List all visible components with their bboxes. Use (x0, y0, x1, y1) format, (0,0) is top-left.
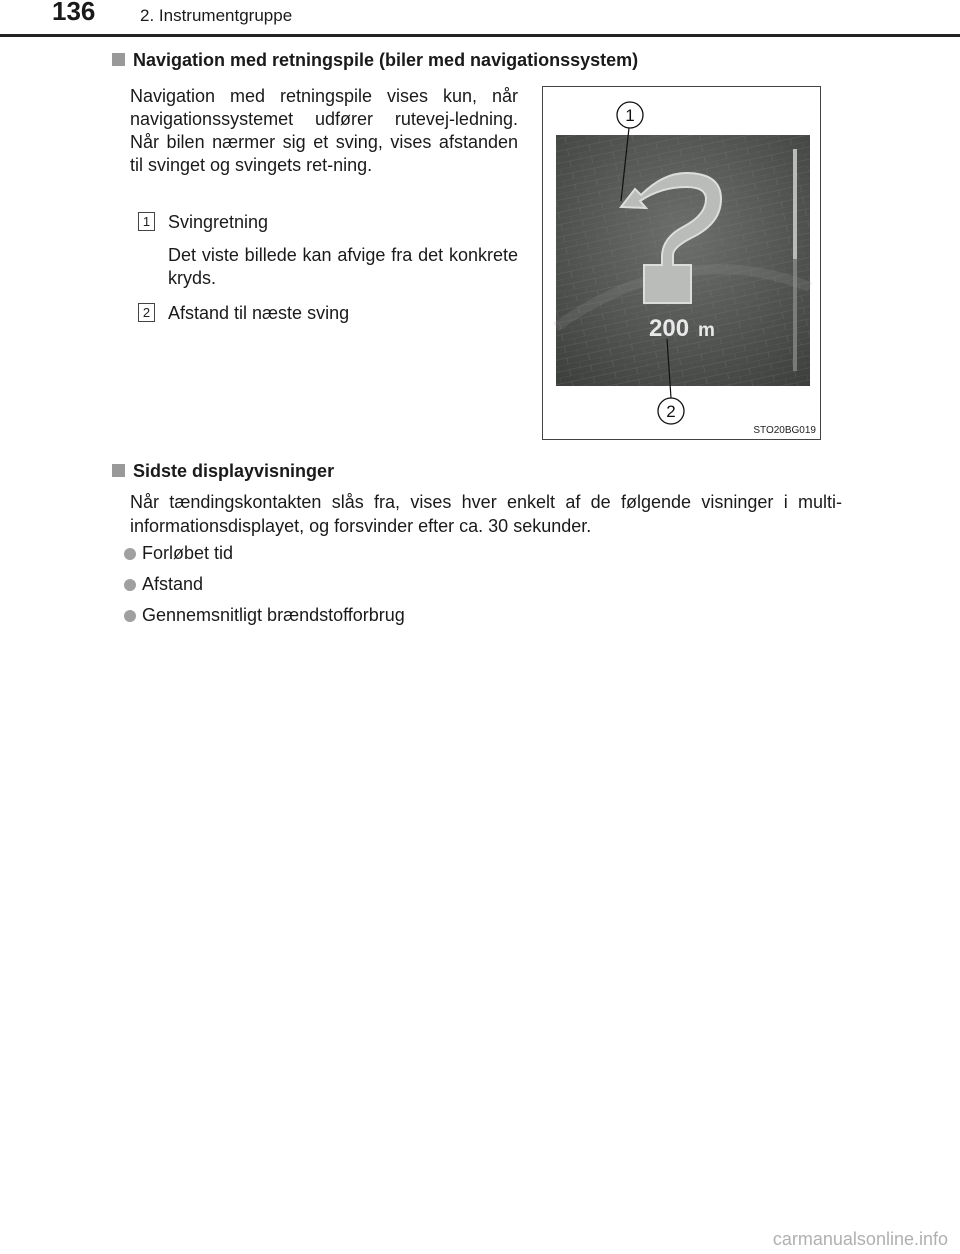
bullet-text: Afstand (142, 574, 204, 594)
item-note-1: Det viste billede kan afvige fra det konkrete kryds. (168, 245, 518, 288)
watermark: carmanualsonline.info (772, 1229, 948, 1249)
section-heading-navigation (112, 50, 638, 71)
bullet-text: Forløbet tid (142, 543, 234, 563)
item-label-2: Afstand til næste sving (168, 303, 350, 323)
intro-paragraph: Navigation med retningspile vises kun, når navigationssystemet udfører rutevej-ledning. Når bilen nærmer sig et sving, vises afstanden til svinget og svingets ret-ning. (130, 86, 518, 175)
navigation-display-illustration (543, 87, 822, 441)
header-rule (0, 34, 960, 37)
section2-paragraph: Når tændingskontakten slås fra, vises hver enkelt af de følgende visninger i multi-informationsdisplayet, og forsvinder efter ca. 30 sekunder. (130, 492, 842, 536)
bullet-dot-icon (124, 548, 136, 560)
navigation-figure (542, 86, 821, 440)
bullet-dot-icon (124, 610, 136, 622)
section-heading-text: Sidste displayvisninger (133, 461, 335, 481)
bullet-text: Gennemsnitligt brændstofforbrug (142, 605, 405, 625)
distance-unit: m (698, 320, 715, 341)
square-bullet-icon (112, 53, 125, 66)
callout-number-2: 2 (666, 402, 676, 421)
section-heading-last-display (112, 461, 334, 482)
square-bullet-icon (112, 464, 125, 477)
bullet-item-2 (124, 574, 203, 595)
item-number-2: 2 (138, 303, 155, 322)
bullet-item-1 (124, 543, 233, 564)
item-label-1: Svingretning (168, 212, 269, 232)
page-number: 136 (52, 0, 96, 26)
callout-number-1: 1 (625, 106, 635, 125)
section-heading-text: Navigation med retningspile (biler med navigationssystem) (133, 50, 639, 70)
item-number-1: 1 (138, 212, 155, 231)
bullet-dot-icon (124, 579, 136, 591)
figure-code: STO20BG019 (753, 425, 816, 436)
distance-value: 200 (649, 315, 690, 342)
chapter-title: 2. Instrumentgruppe (140, 6, 293, 25)
bullet-item-3 (124, 605, 405, 626)
